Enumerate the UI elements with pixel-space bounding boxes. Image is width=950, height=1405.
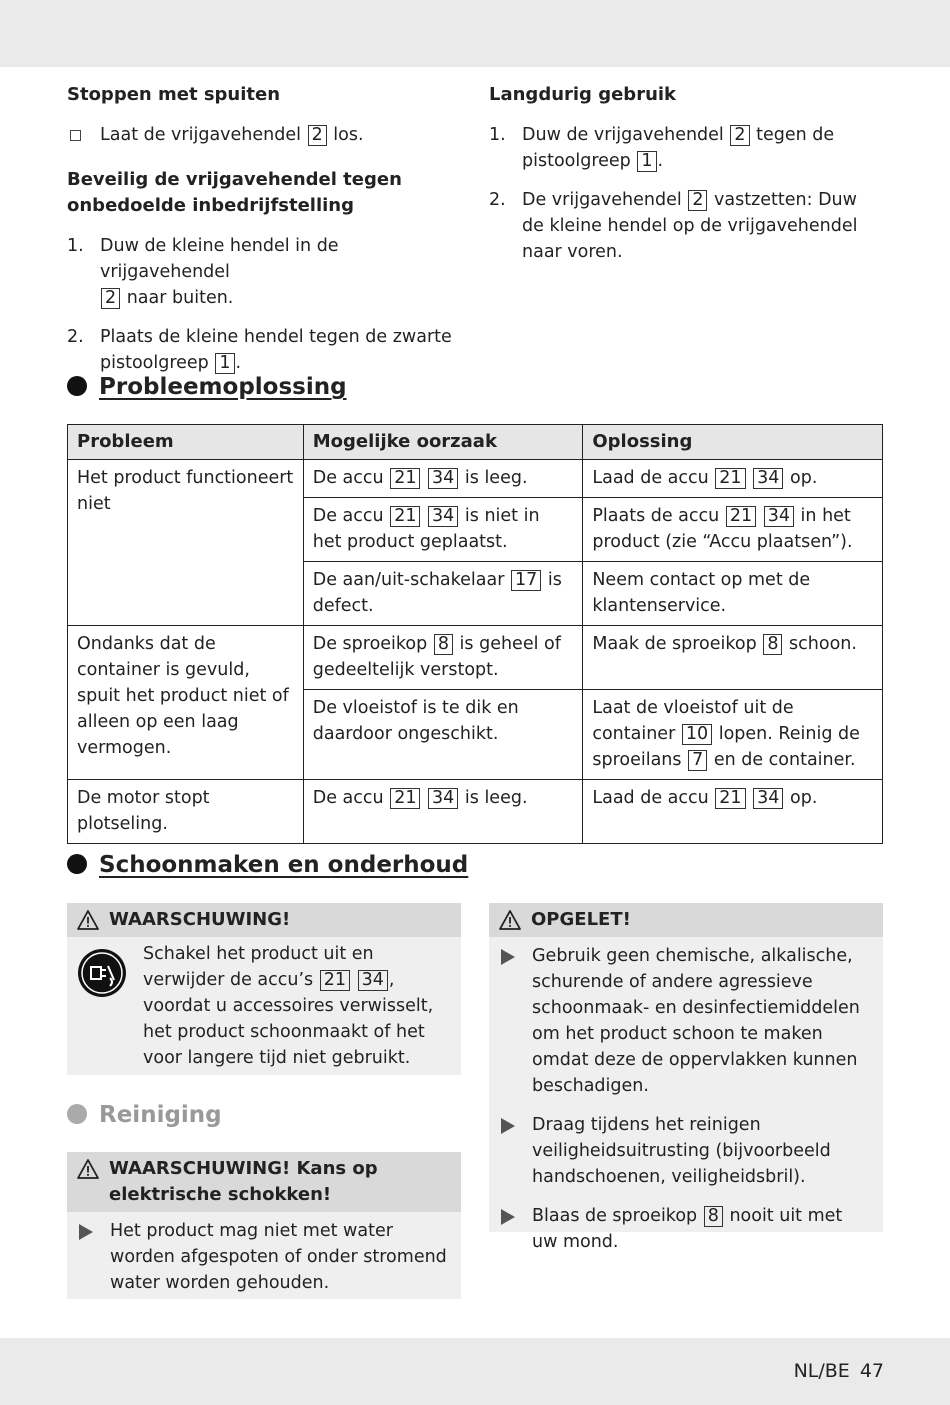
warning-box-text: Schakel het product uit en verwijder de accu’s 21 34 , voordat u accessoires verwisselt, het product schoonmaakt of het voor langere tijd niet gebruikt. (143, 944, 434, 1068)
list-item: Het product mag niet met water worden afgespoten of onder stromend water worden gehouden. (77, 1218, 451, 1296)
part-ref: 7 (688, 750, 707, 771)
column-header: Mogelijke oorzaak (303, 425, 583, 460)
unplug-battery-icon (77, 948, 127, 998)
warning-triangle-icon (77, 1159, 99, 1179)
shock-warning-box (67, 1152, 461, 1299)
table-cell-problem: Het product functioneert niet (68, 460, 304, 626)
caution-box-header: OPGELET! (489, 903, 883, 937)
part-ref: 34 (428, 788, 458, 809)
column-header: Oplossing (583, 425, 883, 460)
table-cell-solution: Laad de accu 21 34 op. (583, 780, 883, 844)
list-item: 1. Duw de vrijgavehendel 2 tegen de pistoolgreep 1 . (489, 125, 835, 171)
table-cell-cause: De accu 21 34 is niet in het product geplaatst. (303, 498, 583, 562)
part-ref: 8 (704, 1206, 723, 1227)
part-ref: 34 (753, 468, 783, 489)
list-item: Blaas de sproeikop 8 nooit uit met uw mond. (499, 1203, 873, 1255)
table-row (68, 460, 883, 498)
part-ref: 34 (428, 506, 458, 527)
part-ref: 10 (682, 724, 712, 745)
table-cell-solution: Laad de accu 21 34 op. (583, 460, 883, 498)
triangle-bullet-icon (501, 1118, 515, 1134)
part-ref: 17 (511, 570, 541, 591)
list-item: 1. Duw de kleine hendel in de vrijgavehendel 2 naar buiten. (67, 236, 339, 308)
part-ref: 2 (688, 190, 707, 211)
table-cell-problem: De motor stopt plotseling. (68, 780, 304, 844)
part-ref: 2 (308, 125, 327, 146)
table-cell-cause: De sproeikop 8 is geheel of gedeeltelijk verstopt. (303, 626, 583, 690)
table-cell-problem: Ondanks dat de container is gevuld, spuit het product niet of alleen op een laag vermogen. (68, 626, 304, 780)
caution-box (489, 903, 883, 1252)
part-ref: 21 (390, 506, 420, 527)
list-item: 2. De vrijgavehendel 2 vastzetten: Duw de kleine hendel op de vrijgavehendel naar voren. (489, 190, 858, 262)
table-cell-cause: De vloeistof is te dik en daardoor ongeschikt. (303, 690, 583, 780)
part-ref: 34 (428, 468, 458, 489)
page-number: 47 (859, 1360, 884, 1382)
checkbox-bullet-icon (70, 130, 81, 141)
part-ref: 1 (215, 353, 234, 374)
part-ref: 21 (726, 506, 756, 527)
list-item: Laat de vrijgavehendel 2 los. (67, 122, 457, 148)
section-title-maintenance: Schoonmaken en onderhoud (67, 850, 468, 880)
section-title-troubleshooting: Probleemoplossing (67, 372, 347, 402)
part-ref: 34 (753, 788, 783, 809)
page-footer (794, 1360, 884, 1382)
part-ref: 1 (637, 151, 656, 172)
part-ref: 21 (320, 970, 350, 991)
triangle-bullet-icon (501, 1209, 515, 1225)
column-header: Probleem (68, 425, 304, 460)
part-ref: 34 (358, 970, 388, 991)
table-row (68, 626, 883, 690)
table-cell-cause: De accu 21 34 is leeg. (303, 460, 583, 498)
language-code: NL/BE (793, 1360, 850, 1382)
part-ref: 21 (390, 468, 420, 489)
long-use-steps (489, 122, 883, 265)
part-ref: 8 (434, 634, 453, 655)
heading-long-use: Langdurig gebruik (489, 84, 677, 105)
right-column-top (489, 82, 883, 278)
warning-triangle-icon (499, 910, 521, 930)
shock-warning-list (67, 1212, 461, 1306)
header-band (0, 0, 950, 67)
part-ref: 21 (715, 788, 745, 809)
part-ref: 8 (763, 634, 782, 655)
bullet-dot-icon (67, 854, 87, 874)
warning-box (67, 903, 461, 1075)
triangle-bullet-icon (79, 1224, 93, 1240)
table-row (68, 780, 883, 844)
list-item: 2. Plaats de kleine hendel tegen de zwarte pistoolgreep 1 . (67, 327, 452, 373)
part-ref: 2 (730, 125, 749, 146)
warning-triangle-icon (77, 910, 99, 930)
part-ref: 34 (764, 506, 794, 527)
bullet-dot-icon (67, 1104, 87, 1124)
part-ref: 2 (101, 288, 120, 309)
bullet-dot-icon (67, 376, 87, 396)
secure-lever-steps (67, 233, 457, 376)
table-cell-solution: Neem contact op met de klantenservice. (583, 562, 883, 626)
table-cell-cause: De accu 21 34 is leeg. (303, 780, 583, 844)
warning-box-header: WAARSCHUWING! (67, 903, 461, 937)
table-cell-cause: De aan/uit-schakelaar 17 is defect. (303, 562, 583, 626)
shock-warning-header: WAARSCHUWING! Kans op elektrische schokken! (67, 1152, 461, 1212)
caution-box-list (489, 937, 883, 1265)
troubleshooting-table (67, 424, 883, 844)
heading-stop-spraying: Stoppen met spuiten (67, 84, 281, 105)
triangle-bullet-icon (501, 949, 515, 965)
table-cell-solution: Plaats de accu 21 34 in het product (zie “Accu plaatsen”). (583, 498, 883, 562)
list-item: Gebruik geen chemische, alkalische, schurende of andere agressieve schoonmaak- en desinfectiemiddelen om het product schoon te maken omdat deze de oppervlakken kunnen beschadigen. (499, 943, 873, 1099)
heading-secure-lever: Beveilig de vrijgavehendel tegen onbedoelde inbedrijfstelling (67, 169, 402, 216)
part-ref: 21 (390, 788, 420, 809)
table-cell-solution: Laat de vloeistof uit de container 10 lopen. Reinig de sproeilans 7 en de container. (583, 690, 883, 780)
part-ref: 21 (715, 468, 745, 489)
table-cell-solution: Maak de sproeikop 8 schoon. (583, 626, 883, 690)
table-header-row (68, 425, 883, 460)
section-title-cleaning: Reiniging (67, 1100, 222, 1130)
list-item: Draag tijdens het reinigen veiligheidsuitrusting (bijvoorbeeld handschoenen, veiligheidsbril). (499, 1112, 873, 1190)
left-column-top (67, 82, 457, 389)
